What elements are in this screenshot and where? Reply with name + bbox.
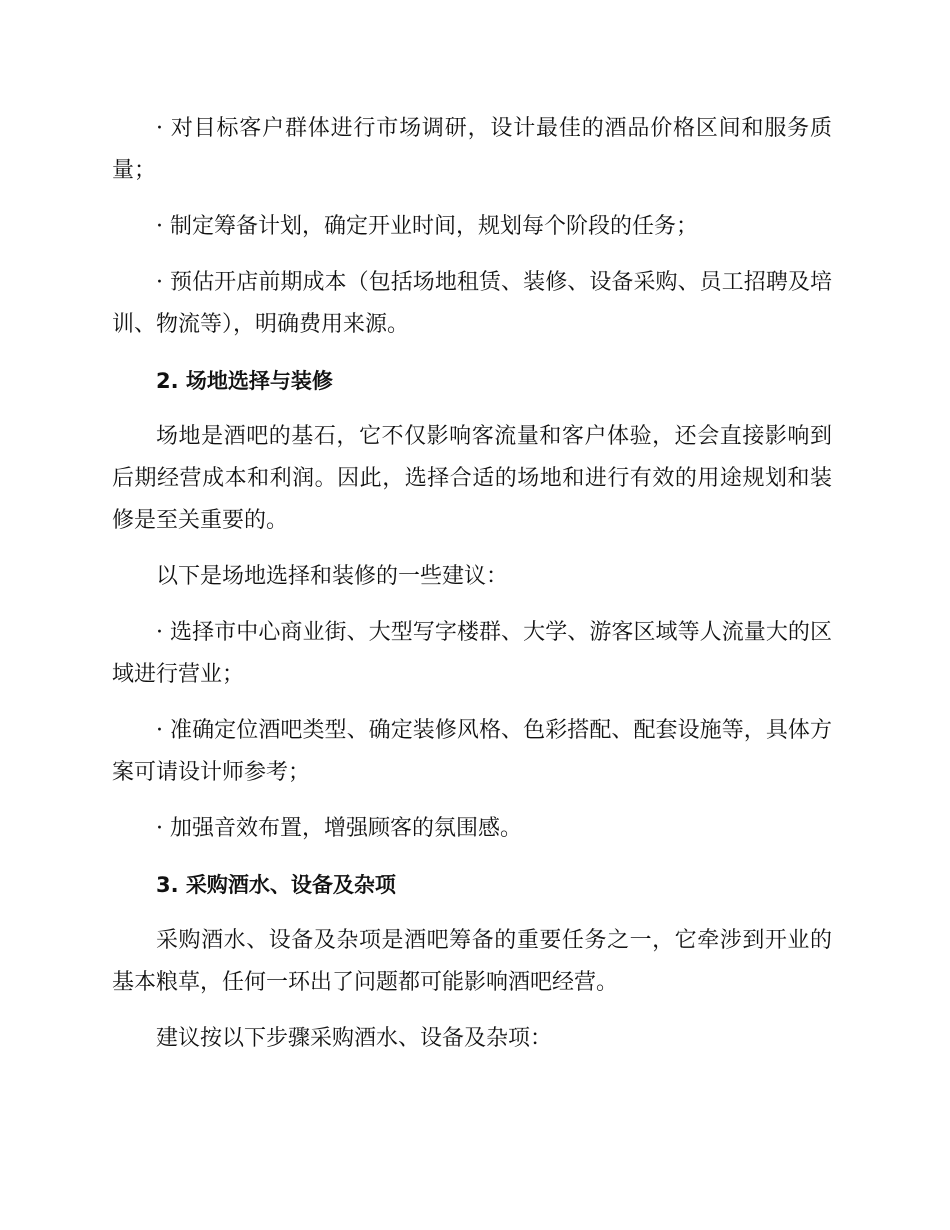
bullet-location-choice: · 选择市中心商业街、大型写字楼群、大学、游客区域等人流量大的区域进行营业； <box>112 620 832 687</box>
paragraph-procurement-steps-intro: 建议按以下步骤采购酒水、设备及杂项： <box>156 1026 553 1051</box>
document-body <box>112 108 832 1074</box>
bullet-decoration-style: · 准确定位酒吧类型、确定装修风格、色彩搭配、配套设施等，具体方案可请设计师参考； <box>112 718 832 785</box>
paragraph-venue-suggestions-intro: 以下是场地选择和装修的一些建议： <box>156 564 509 589</box>
bullet-preparation-plan: · 制定筹备计划，确定开业时间，规划每个阶段的任务； <box>156 214 698 239</box>
paragraph-procurement-importance: 采购酒水、设备及杂项是酒吧筹备的重要任务之一，它牵涉到开业的基本粮草，任何一环出了问题都可能影响酒吧经营。 <box>112 928 832 995</box>
section-heading-procurement: 3. 采购酒水、设备及杂项 <box>156 873 396 897</box>
section-heading-venue: 2. 场地选择与装修 <box>156 369 333 393</box>
paragraph-venue-importance: 场地是酒吧的基石，它不仅影响客流量和客户体验，还会直接影响到后期经营成本和利润。因此，选择合适的场地和进行有效的用途规划和装修是至关重要的。 <box>112 424 832 533</box>
bullet-cost-estimate: · 预估开店前期成本（包括场地租赁、装修、设备采购、员工招聘及培训、物流等），明确费用来源。 <box>112 270 832 337</box>
bullet-market-research: · 对目标客户群体进行市场调研，设计最佳的酒品价格区间和服务质量； <box>112 116 832 183</box>
bullet-sound-effects: · 加强音效布置，增强顾客的氛围感。 <box>156 816 522 841</box>
